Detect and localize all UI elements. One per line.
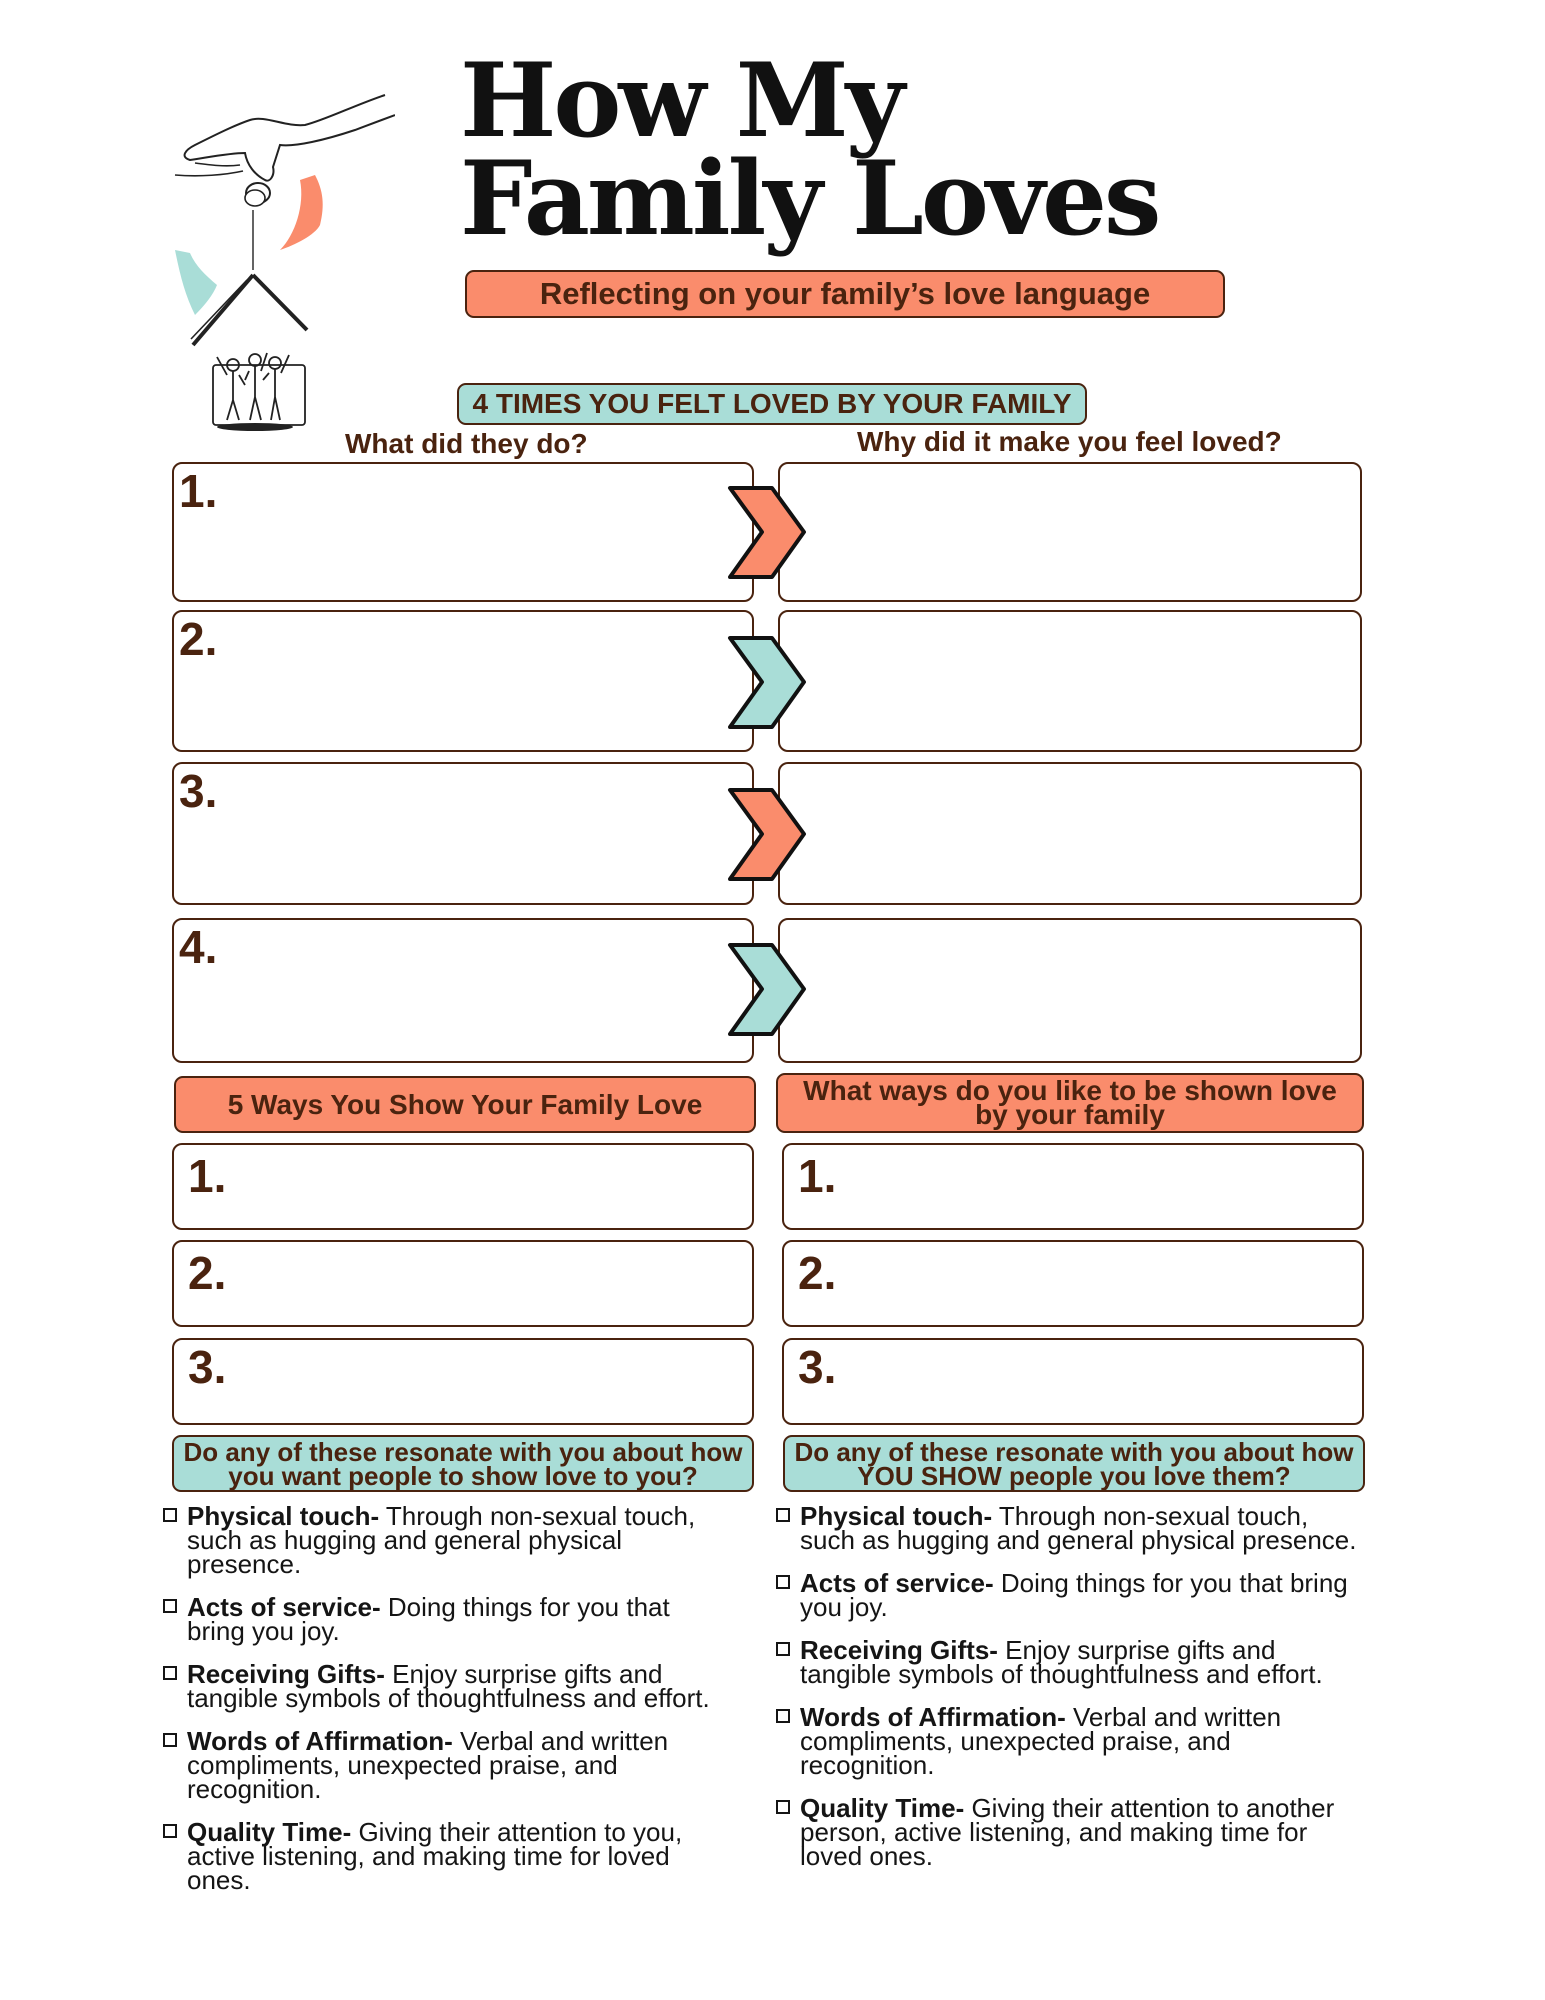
checkbox[interactable] [163, 1599, 177, 1613]
page-title [460, 41, 1360, 259]
column-heading-why: Why did it make you feel loved? [857, 426, 1282, 457]
term: Acts of service- [187, 1592, 381, 1622]
checkbox[interactable] [163, 1824, 177, 1838]
resonate-question-right: Do any of these resonate with you about how YOU SHOW people you love them? [783, 1435, 1365, 1492]
checkbox[interactable] [776, 1575, 790, 1589]
list-number: 1. [188, 1150, 227, 1202]
why-box-2[interactable] [778, 610, 1362, 752]
row-number: 2. [179, 613, 218, 665]
description: Doing things for you that bring you joy. [800, 1568, 1348, 1622]
list-item [163, 1501, 733, 1579]
list-item [776, 1793, 1366, 1871]
checkbox[interactable] [776, 1642, 790, 1656]
term: Quality Time- [800, 1793, 965, 1823]
list-item [776, 1568, 1366, 1622]
list-item [776, 1635, 1366, 1689]
ways-show-love-heading: 5 Ways You Show Your Family Love [174, 1076, 756, 1133]
why-box-4[interactable] [778, 918, 1362, 1063]
list-number: 2. [188, 1247, 227, 1299]
what-box-4[interactable] [172, 918, 754, 1063]
chevron-shape [730, 790, 804, 879]
checkbox[interactable] [776, 1508, 790, 1522]
description: Enjoy surprise gifts and tangible symbols of thoughtfulness and effort. [800, 1635, 1323, 1689]
list-number: 3. [188, 1341, 227, 1393]
list-item [163, 1592, 733, 1646]
love-languages-list-left [163, 1501, 733, 1911]
description: Through non-sexual touch, such as hugging and general physical presence. [187, 1501, 696, 1579]
row-number: 1. [179, 465, 218, 517]
chevron-shape [730, 945, 804, 1034]
chevron-right-icon [727, 942, 807, 1037]
title-line-2: Family Loves [460, 139, 1159, 259]
list-number: 2. [798, 1247, 837, 1299]
checkbox[interactable] [776, 1709, 790, 1723]
row-number: 4. [179, 921, 218, 973]
what-box-3[interactable] [172, 762, 754, 905]
times-section-heading: 4 TIMES YOU FELT LOVED BY YOUR FAMILY [457, 383, 1087, 425]
chevron-right-icon [727, 635, 807, 730]
chevron-right-icon [727, 485, 807, 580]
list-number: 1. [798, 1150, 837, 1202]
what-box-1[interactable] [172, 462, 754, 602]
ways-left-box-2[interactable] [172, 1240, 754, 1327]
chevron-shape [730, 638, 804, 727]
love-languages-list-right [776, 1501, 1366, 1887]
description: Verbal and written compliments, unexpected praise, and recognition. [187, 1726, 669, 1804]
ways-left-box-1[interactable] [172, 1143, 754, 1230]
ways-shown-love-heading: What ways do you like to be shown love by your family [776, 1073, 1364, 1133]
ways-right-box-3[interactable] [782, 1338, 1364, 1425]
list-item [776, 1702, 1366, 1780]
checkbox[interactable] [163, 1666, 177, 1680]
term: Receiving Gifts- [187, 1659, 385, 1689]
term: Quality Time- [187, 1817, 352, 1847]
term: Words of Affirmation- [187, 1726, 453, 1756]
family-house-illustration [155, 75, 395, 445]
term: Receiving Gifts- [800, 1635, 998, 1665]
checkbox[interactable] [163, 1508, 177, 1522]
term: Words of Affirmation- [800, 1702, 1066, 1732]
description: Giving their attention to another person, active listening, and making time for loved ones. [800, 1793, 1335, 1871]
checkbox[interactable] [163, 1733, 177, 1747]
why-box-3[interactable] [778, 762, 1362, 905]
description: Through non-sexual touch, such as hugging and general physical presence. [800, 1501, 1357, 1555]
chevron-right-icon [727, 787, 807, 882]
list-item [163, 1726, 733, 1804]
ways-right-box-2[interactable] [782, 1240, 1364, 1327]
term: Physical touch- [187, 1501, 380, 1531]
term: Physical touch- [800, 1501, 993, 1531]
description: Doing things for you that bring you joy. [187, 1592, 670, 1646]
ways-left-box-3[interactable] [172, 1338, 754, 1425]
ways-right-box-1[interactable] [782, 1143, 1364, 1230]
resonate-question-left: Do any of these resonate with you about how you want people to show love to you? [172, 1435, 754, 1492]
term: Acts of service- [800, 1568, 994, 1598]
row-number: 3. [179, 765, 218, 817]
what-box-2[interactable] [172, 610, 754, 752]
list-item [776, 1501, 1366, 1555]
list-item [163, 1817, 733, 1895]
list-item [163, 1659, 733, 1713]
title-line-1: How My [460, 41, 902, 161]
why-box-1[interactable] [778, 462, 1362, 602]
description: Giving their attention to you, active listening, and making time for loved ones. [187, 1817, 683, 1895]
description: Verbal and written compliments, unexpected praise, and recognition. [800, 1702, 1282, 1780]
description: Enjoy surprise gifts and tangible symbols of thoughtfulness and effort. [187, 1659, 710, 1713]
checkbox[interactable] [776, 1800, 790, 1814]
subtitle-banner: Reflecting on your family’s love language [465, 270, 1225, 318]
column-heading-what: What did they do? [345, 428, 588, 459]
chevron-shape [730, 488, 804, 577]
list-number: 3. [798, 1341, 837, 1393]
